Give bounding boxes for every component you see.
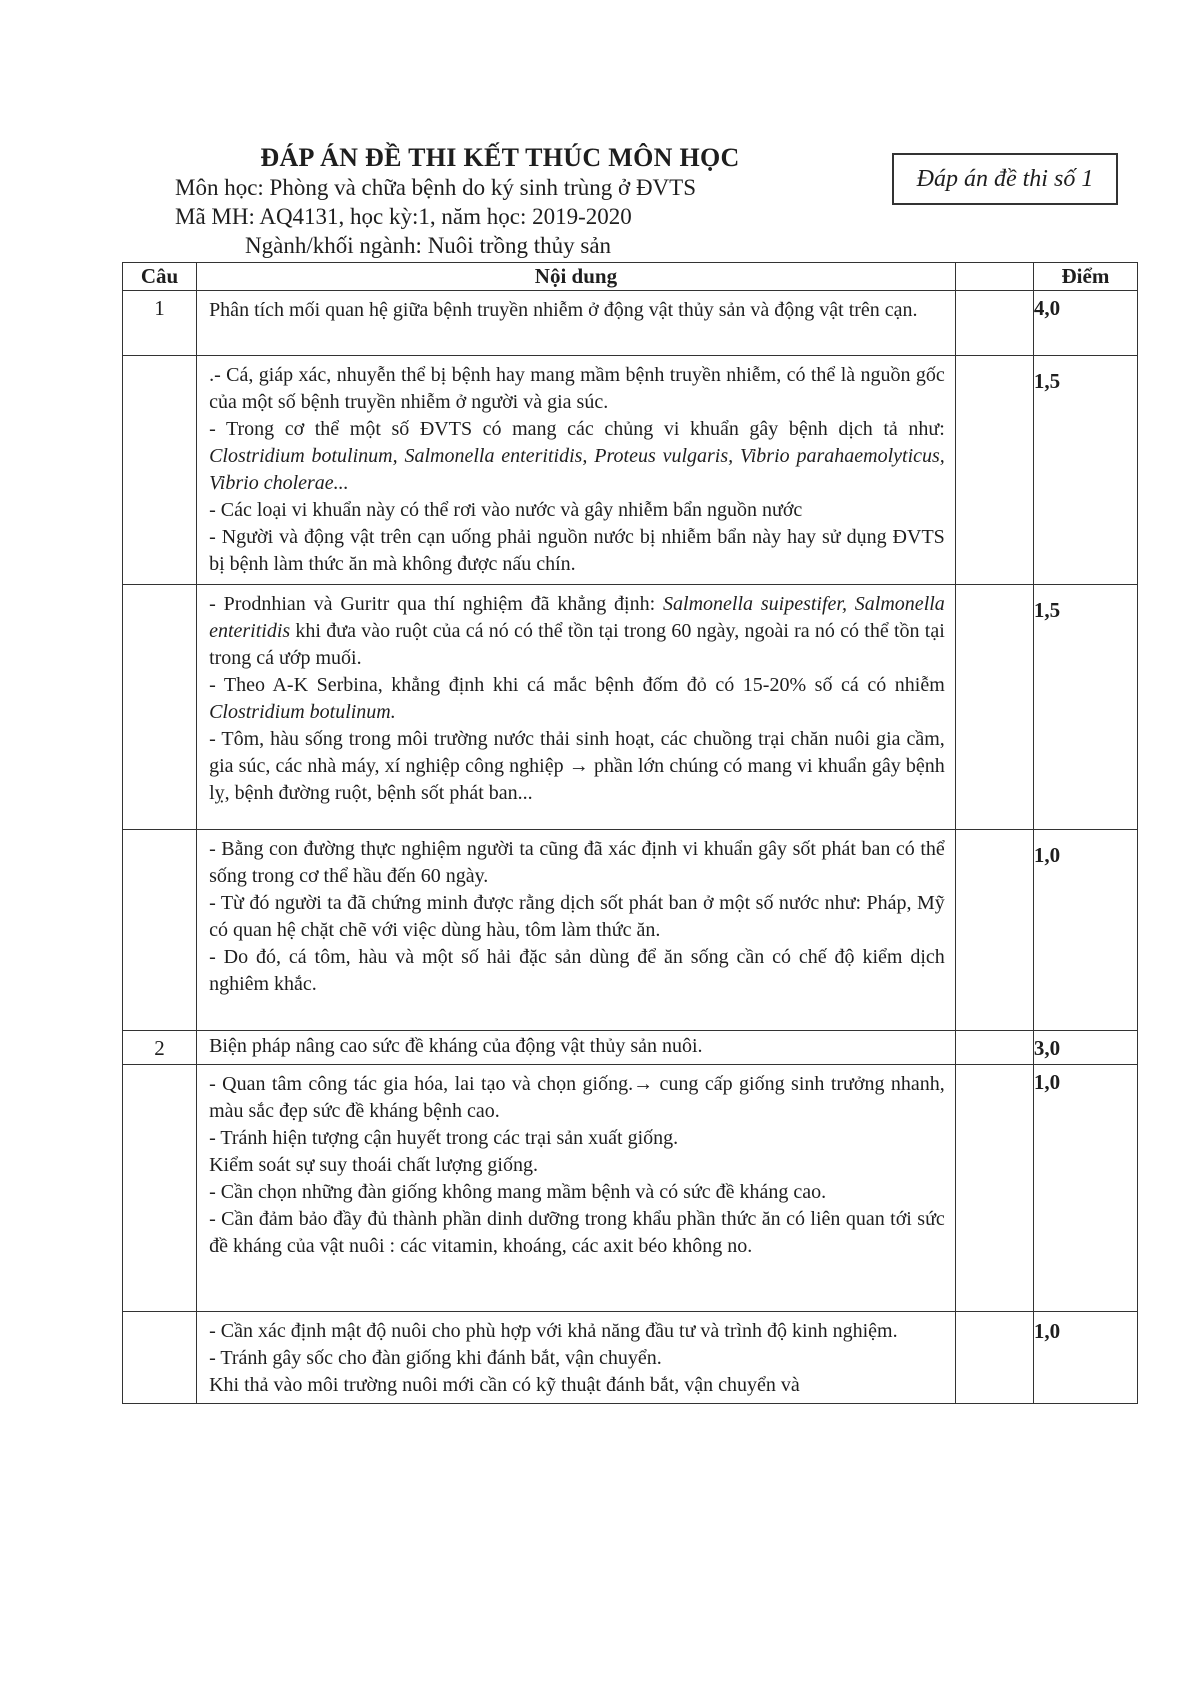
part-score: 1,5 [1033,585,1137,830]
header-score: Điểm [1033,263,1137,291]
answer-line: - Các loại vi khuẩn này có thể rơi vào nước và gây nhiễm bẩn nguồn nước [209,499,803,521]
answer-line: - Do đó, cá tôm, hàu và một số hải đặc sản dùng để ăn sống cần có chế độ kiểm dịch nghiêm khắc. [209,946,945,995]
blank-cell [955,585,1033,830]
answer-content [197,830,956,1031]
blank-cell [955,1031,1033,1065]
answer-line: - Cần chọn những đàn giống không mang mầm bệnh và có sức đề kháng cao. [209,1181,827,1203]
blank-cell [955,356,1033,585]
document-title: ĐÁP ÁN ĐỀ THI KẾT THÚC MÔN HỌC [260,143,740,172]
major-line: Ngành/khối ngành: Nuôi trồng thủy sản [245,233,612,258]
answer-text: - Prodnhian và Guritr qua thí nghiệm đã khẳng định: [209,593,664,615]
question-score: 3,0 [1033,1031,1137,1065]
question-number: 1 [123,291,197,356]
table-row [123,1065,1138,1312]
answer-content [197,1312,956,1404]
table-row [123,585,1138,830]
answer-text: khi đưa vào ruột của cá nó có thể tồn tại trong 60 ngày, ngoài ra nó có thể tồn tại trong cá ướp muối. [209,620,945,669]
blank-cell [123,1312,197,1404]
blank-cell [123,830,197,1031]
bacteria-names: Clostridium botulinum, Salmonella enteritidis, Proteus vulgaris, Vibrio parahaemolyticus, Vibrio cholerae... [209,445,945,494]
course-code-line: Mã MH: AQ4131, học kỳ:1, năm học: 2019-2020 [175,204,632,229]
answer-line [209,416,945,497]
table-row [123,1312,1138,1404]
exam-code-label: Đáp án đề thi số 1 [916,165,1094,192]
blank-cell [123,356,197,585]
header-blank [955,263,1033,291]
part-score: 1,0 [1033,1065,1137,1312]
part-score: 1,0 [1033,830,1137,1031]
answer-line: - Cần đảm bảo đầy đủ thành phần dinh dưỡng trong khẩu phần thức ăn có liên quan tới sức đề kháng của vật nuôi : các vitamin, khoáng, các axit béo không no. [209,1208,945,1257]
answer-line: - Người và động vật trên cạn uống phải nguồn nước bị nhiễm bẩn này hay sử dụng ĐVTS bị bệnh làm thức ăn mà không được nấu chín. [209,526,945,575]
blank-cell [123,585,197,830]
answer-line: - Quan tâm công tác gia hóa, lai tạo và chọn giống.→ cung cấp giống sinh trưởng nhanh, màu sắc đẹp sức đề kháng bệnh cao. [209,1073,945,1122]
document-header [175,143,825,260]
answer-text: - Theo A-K Serbina, khẳng định khi cá mắc bệnh đốm đỏ có 15-20% số cá có nhiễm [209,674,945,696]
answer-text: - Trong cơ thể một số ĐVTS có mang các chủng vi khuẩn gây bệnh dịch tả như: [209,418,945,440]
answer-content [197,1065,956,1312]
part-score: 1,0 [1033,1312,1137,1404]
header-content: Nội dung [197,263,956,291]
answer-line: - Cần xác định mật độ nuôi cho phù hợp với khả năng đầu tư và trình độ kinh nghiệm. [209,1320,898,1342]
answer-line: - Tránh gây sốc cho đàn giống khi đánh bắt, vận chuyển. [209,1347,662,1369]
blank-cell [955,1312,1033,1404]
blank-cell [955,830,1033,1031]
blank-cell [123,1065,197,1312]
answer-table [122,262,1138,1404]
question-number: 2 [123,1031,197,1065]
question-2-text: Biện pháp nâng cao sức đề kháng của động vật thủy sản nuôi. [209,1035,703,1057]
question-text [197,1031,956,1065]
bacteria-names: Clostridium botulinum. [209,701,396,723]
bacteria-names: Salmonella suipestifer, Salmonella enteritidis [209,593,945,642]
answer-content [197,585,956,830]
answer-line [209,591,945,672]
table-row [123,291,1138,356]
answer-line: - Từ đó người ta đã chứng minh được rằng dịch sốt phát ban ở một số nước như: Pháp, Mỹ có quan hệ chặt chẽ với việc dùng hàu, tôm làm thức ăn. [209,892,945,941]
answer-line: - Tránh hiện tượng cận huyết trong các trại sản xuất giống. [209,1127,679,1149]
table-row [123,1031,1138,1065]
table-header-row [123,263,1138,291]
answer-line: - Tôm, hàu sống trong môi trường nước thải sinh hoạt, các chuồng trại chăn nuôi gia cầm, gia súc, các nhà máy, xí nghiệp công nghiệp → phần lớn chúng có mang vi khuẩn gây bệnh lỵ, bệnh đường ruột, bệnh sốt phát ban... [209,728,945,804]
blank-cell [955,291,1033,356]
answer-line: .- Cá, giáp xác, nhuyễn thể bị bệnh hay mang mầm bệnh truyền nhiễm, có thể là nguồn gốc của một số bệnh truyền nhiễm ở người và gia súc. [209,364,945,413]
answer-content [197,356,956,585]
header-cau: Câu [123,263,197,291]
blank-cell [955,1065,1033,1312]
question-score: 4,0 [1033,291,1137,356]
part-score: 1,5 [1033,356,1137,585]
table-row [123,830,1138,1031]
answer-line: Khi thả vào môi trường nuôi mới cần có kỹ thuật đánh bắt, vận chuyển và [209,1374,800,1396]
question-1-text: Phân tích mối quan hệ giữa bệnh truyền nhiễm ở động vật thủy sản và động vật trên cạn. [209,299,918,321]
table-row [123,356,1138,585]
exam-code-box [892,153,1118,205]
subject-line: Môn học: Phòng và chữa bệnh do ký sinh trùng ở ĐVTS [175,175,697,200]
answer-line: Kiểm soát sự suy thoái chất lượng giống. [209,1154,538,1176]
answer-line [209,672,945,726]
answer-line: - Bằng con đường thực nghiệm người ta cũng đã xác định vi khuẩn gây sốt phát ban có thể sống trong cơ thể hầu đến 60 ngày. [209,838,945,887]
question-text [197,291,956,356]
